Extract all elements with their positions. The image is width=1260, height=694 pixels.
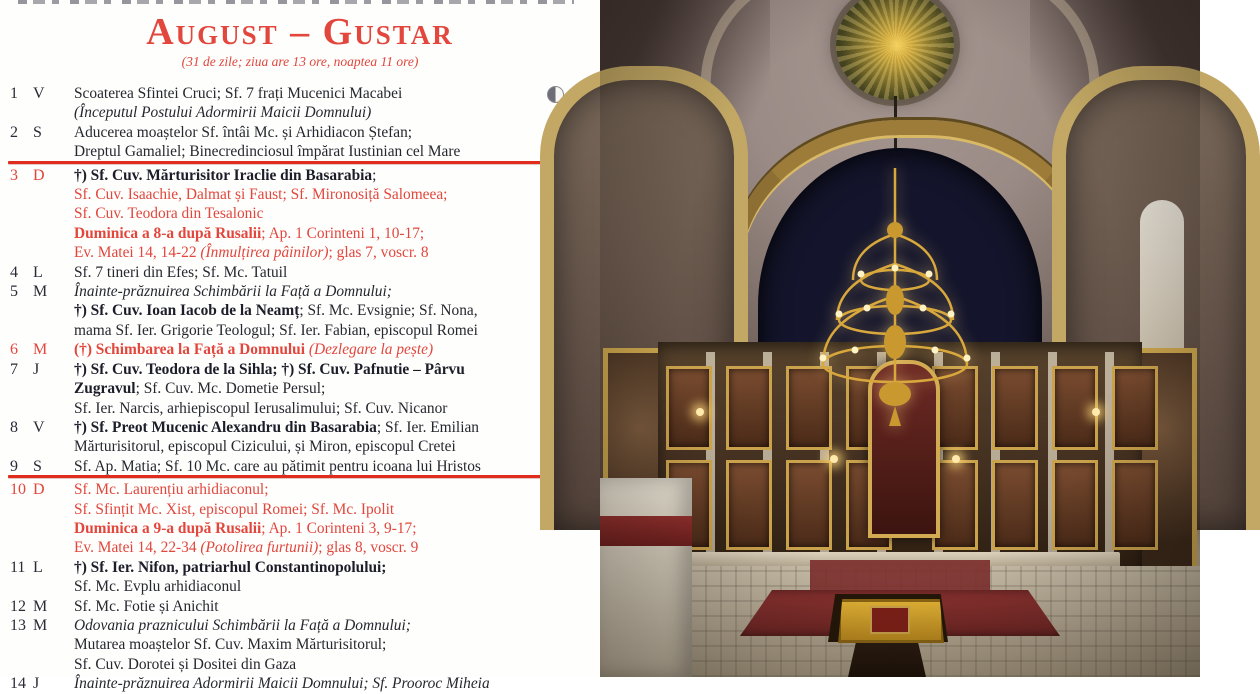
- date-label: 14 J: [10, 675, 40, 693]
- date-label: 13 M: [10, 616, 48, 634]
- feast-text: †) Sf. Preot Mucenic Alexandru din Basarabia; Sf. Ier. Emilian Mărturisitorul, episcopul Cizicului, și Miron, episcopul Cretei: [74, 418, 480, 456]
- date-label: 8 V: [10, 418, 45, 436]
- feast-text: Scoaterea Sfintei Cruci; Sf. 7 frați Mucenici Macabei (Începutul Postului Adormirii Maicii Domnului): [74, 84, 594, 123]
- calendar-row-aug-8: [8, 418, 594, 457]
- feast-text: Sf. Ap. Matia; Sf. 10 Mc. care au pătimit pentru icoana lui Hristos: [74, 457, 594, 476]
- month-subtitle: (31 de zile; ziua are 13 ore, noaptea 11 ore): [181, 54, 419, 69]
- calendar-row-aug-7: [8, 360, 594, 418]
- date-label: 9 S: [10, 457, 42, 475]
- photo-vignette: [600, 0, 1200, 677]
- date-label: 3 D: [10, 166, 45, 184]
- clipped-text-top: [18, 0, 574, 7]
- feast-text: (†) Schimbarea la Față a Domnului (Dezlegare la pește): [74, 340, 594, 359]
- feast-text: Sf. Mc. Laurențiu arhidiaconul; Sf. Sfințit Mc. Xist, episcopul Romei; Sf. Mc. Ipolit Duminica a 9-a după Rusalii; Ap. 1 Corinteni 3, 9-17; Ev. Matei 14, 22-34 (Potolirea furtunii); glas 8, voscr. 9: [74, 481, 419, 557]
- feast-text: Sf. Mc. Fotie și Anichit: [74, 597, 219, 615]
- date-label: 12 M: [10, 597, 48, 615]
- date-label: 6 M: [10, 341, 48, 359]
- feast-text: †) Sf. Cuv. Teodora de la Sihla; †) Sf. Cuv. Pafnutie – Pârvu Zugravul; Sf. Cuv. Mc. Dometie Persul; Sf. Ier. Narcis, arhiepiscopul Ierusalimului; Sf. Cuv. Nicanor: [74, 360, 465, 417]
- calendar-row-aug-14: [8, 674, 594, 693]
- month-title: August – Gustar: [146, 11, 454, 53]
- calendar-row-aug-13: [8, 616, 594, 674]
- date-label: 4 L: [10, 263, 43, 281]
- date-label: 2 S: [10, 123, 42, 141]
- feast-text: Aducerea moaștelor Sf. întâi Mc. și Arhidiacon Ștefan; Dreptul Gamaliel; Binecredinciosul împărat Iustinian cel Mare: [74, 123, 461, 161]
- calendar-row-aug-11: [8, 558, 594, 597]
- calendar-row-aug-3: [8, 166, 594, 263]
- feast-text: †) Sf. Ier. Nifon, patriarhul Constantinopolului; Sf. Mc. Evplu arhidiaconul: [74, 558, 387, 596]
- calendar-page: [0, 0, 600, 693]
- feast-text: Sf. 7 tineri din Efes; Sf. Mc. Tatuil: [74, 263, 288, 281]
- date-label: 7 J: [10, 360, 40, 378]
- calendar-row-aug-9: [8, 457, 594, 476]
- church-photo: [600, 0, 1200, 677]
- feast-text: Odovania praznicului Schimbării la Față a Domnului; Mutarea moaștelor Sf. Cuv. Maxim Mărturisitorul; Sf. Cuv. Dorotei și Dositei din Gaza: [74, 616, 411, 673]
- calendar-row-aug-6: [8, 340, 594, 359]
- date-label: 1 V: [10, 85, 45, 102]
- calendar-row-aug-10: [8, 480, 594, 558]
- feast-text: Înainte-prăznuirea Adormirii Maicii Domnului; Sf. Prooroc Miheia: [74, 675, 490, 693]
- date-label: 5 M: [10, 283, 48, 301]
- feast-text: Înainte-prăznuirea Schimbării la Față a Domnului; †) Sf. Cuv. Ioan Iacob de la Neamț; Sf. Mc. Evsignie; Sf. Nona, mama Sf. Ier. Grigorie Teologul; Sf. Ier. Fabian, episcopul Romei: [74, 283, 478, 339]
- date-label: 10 D: [10, 481, 45, 499]
- calendar-row-aug-4: [8, 263, 594, 282]
- feast-text: †) Sf. Cuv. Mărturisitor Iraclie din Basarabia; Sf. Cuv. Isaachie, Dalmat și Faust; Sf. Mironosiță Salomeea; Sf. Cuv. Teodora din Tesalonic Duminica a 8-a după Rusalii; Ap. 1 Corinteni 1, 10-17; Ev. Matei 14, 14-22 (Înmulțirea pâinilor); glas 7, voscr. 8: [74, 166, 448, 262]
- calendar-body: [8, 84, 594, 694]
- calendar-row-aug-2: [8, 123, 594, 162]
- calendar-row-aug-1: [8, 84, 594, 123]
- date-label: 11 L: [10, 558, 43, 576]
- calendar-row-aug-12: [8, 597, 594, 616]
- calendar-row-aug-5: [8, 282, 594, 340]
